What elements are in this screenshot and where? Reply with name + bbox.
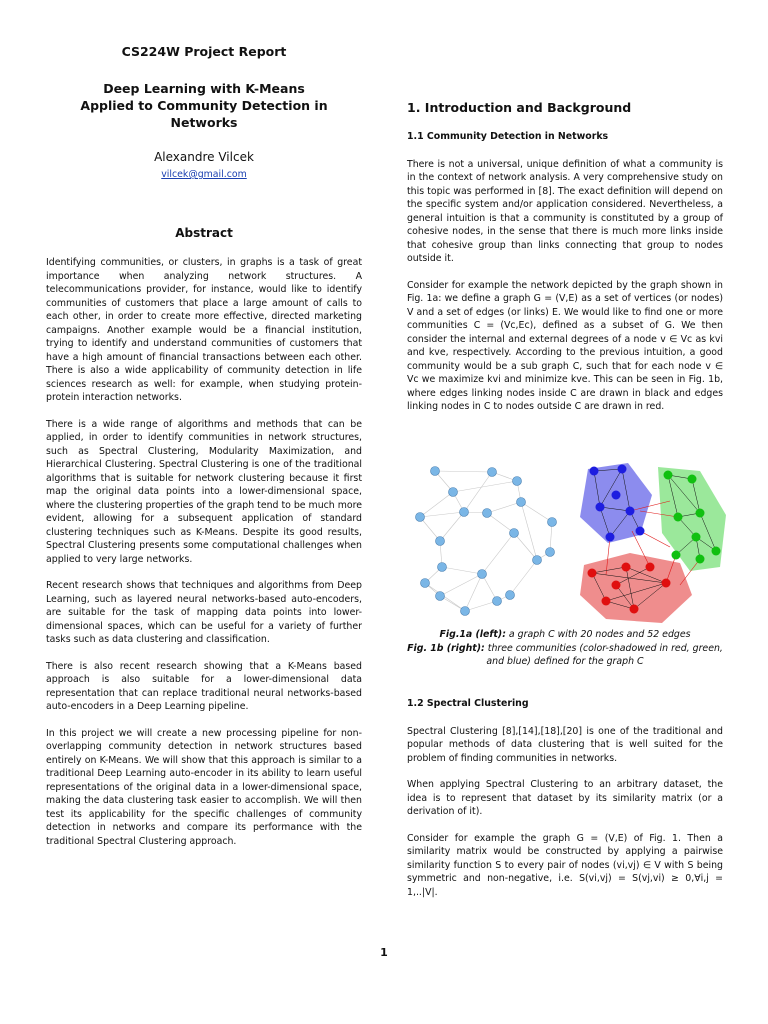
caption-a-label: Fig.1a (left): [439, 629, 506, 640]
graph-node [636, 527, 645, 536]
caption-a-text: a graph C with 20 nodes and 52 edges [505, 629, 691, 640]
graph-node [646, 563, 655, 572]
abstract-paragraph: There is also recent research showing that a K-Means based approach is also suitable for a lower-dimensional data representation that can replace traditional neural networks-based auto-encoders in a Deep Learning pipeline. [46, 660, 362, 712]
graph-node [416, 513, 425, 522]
section1-body-top [407, 130, 723, 414]
report-title: CS224W Project Report [121, 44, 287, 59]
graph-node [431, 467, 440, 476]
abstract-paragraph: In this project we will create a new processing pipeline for non-overlapping community detection in network structures based entirely on K-Means. We will show that this approach is similar to a traditional Deep Learning auto-encoder in its ability to learn useful representations of the original data in a lower-dimensional space, making the data clustering task easier to accomplish. We will then test its applicability for the specific challenges of community detection in networks and compare its performance with the traditional Spectral Clustering approach. [46, 727, 362, 847]
subsection-heading: 1.2 Spectral Clustering [407, 698, 529, 709]
graph-node [626, 507, 635, 516]
graph-node [421, 579, 430, 588]
author-email-link[interactable]: vilcek@gmail.com [161, 169, 247, 180]
abstract-paragraph: Identifying communities, or clusters, in graphs is a task of great importance when analyzing network structures. A telecommunications provider, for instance, would like to identify communities of customers that place a large amount of calls to each other, in order to create more effective, directed marketing campaigns. Another example would be a financial institution, trying to identify and understand communities of customers that have a high amount of financial transactions between each other. There is also a wide applicability of community detection in life sciences research as well: for example, when studying protein-protein interaction networks. [46, 257, 362, 403]
subsection-heading: 1.1 Community Detection in Networks [407, 131, 609, 142]
graph-node [588, 569, 597, 578]
section-heading: 1. Introduction and Background [407, 100, 632, 115]
graph-node [602, 597, 611, 606]
abstract-paragraph: There is a wide range of algorithms and methods that can be applied, in order to identify communities in network structures, such as Spectral Clustering, Modularity Maximization, and Hierarchical Clustering. Spectral Clustering is one of the traditional algorithms that is suitable for network clustering because it first map the original data points into a lower-dimensional space, where the clustering properties of the graph tend to be much more evident, allowing for a subsequent application of standard clustering techniques such as K-Means. Despite its good results, Spectral Clustering presents some computational challenges when applied to very large networks. [46, 418, 362, 565]
graph-node [460, 508, 469, 517]
graph-node [688, 475, 697, 484]
graph-node [622, 563, 631, 572]
figure-caption [407, 628, 723, 669]
author-name: Alexandre Vilcek [154, 150, 254, 164]
graph-node [436, 537, 445, 546]
graph-a-nodes [416, 467, 557, 616]
graph-node [612, 491, 621, 500]
graph-node [696, 509, 705, 518]
section1-body-bottom [407, 697, 723, 899]
graph-node [449, 488, 458, 497]
graph-node [506, 591, 515, 600]
graph-node [488, 468, 497, 477]
body-paragraph: Consider for example the graph G = (V,E) of Fig. 1. Then a similarity matrix would be constructed by applying a pairwise similarity function S to every pair of nodes (vi,vj) ∈ V with S being symmetric and non-negative, i.e. S(vi,vj) = S(vj,vi) ≥ 0,∀i,j = 1,..|V|. [407, 832, 723, 898]
graph-node [590, 467, 599, 476]
graph-node [478, 570, 487, 579]
graph-node [662, 579, 671, 588]
graph-node [548, 518, 557, 527]
caption-b-text: three communities (color-shadowed in red, green, and blue) defined for the graph C [484, 642, 723, 667]
abstract-body [46, 256, 362, 848]
paper-title-line1: Deep Learning with K-Means [103, 81, 305, 96]
graph-node [606, 533, 615, 542]
graph-node [517, 498, 526, 507]
graph-node [546, 548, 555, 557]
graph-node [438, 563, 447, 572]
body-paragraph: When applying Spectral Clustering to an arbitrary dataset, the idea is to represent that dataset by its similarity matrix (or a derivation of it). [407, 779, 723, 817]
caption-b-label: Fig. 1b (right): [407, 642, 485, 654]
abstract-heading: Abstract [175, 226, 233, 240]
graph-b [580, 463, 726, 623]
paper-title [46, 80, 362, 131]
graph-node [436, 592, 445, 601]
graph-node [483, 509, 492, 518]
graph-node [674, 513, 683, 522]
graph-node [513, 477, 522, 486]
graph-node [461, 607, 470, 616]
graph-node [533, 556, 542, 565]
graph-node [712, 547, 721, 556]
graph-node [692, 533, 701, 542]
body-paragraph: Spectral Clustering [8],[14],[18],[20] is one of the traditional and popular methods of data clustering that is well suited for the problem of finding communities in networks. [407, 725, 723, 764]
graph-node [664, 471, 673, 480]
graph-node [493, 597, 502, 606]
community-graph-figure [407, 455, 727, 625]
graph-node [672, 551, 681, 560]
graph-node [510, 529, 519, 538]
graph-node [696, 555, 705, 564]
graph-node [630, 605, 639, 614]
graph-node [618, 465, 627, 474]
body-paragraph: There is not a universal, unique definition of what a community is in the context of network analysis. A very comprehensive study on this topic was performed in [8]. The exact definition will depend on the specific system and/or application considered. Nevertheless, a general intuition is that a community is constituted by a group of cohesive nodes, in the sense that there is much more links inside that cohesive group than links connecting that group to nodes outside it. [407, 158, 723, 264]
page-number: 1 [380, 946, 388, 959]
abstract-paragraph: Recent research shows that techniques and algorithms from Deep Learning, such as layered neural networks-based auto-encoders, are suitable for the task of mapping data points into lower-dimensional spaces, which can be useful for a variety of further tasks such as data clustering and classification. [46, 580, 362, 645]
body-paragraph: Consider for example the network depicted by the graph shown in Fig. 1a: we define a graph G = (V,E) as a set of vertices (or nodes) V and a set of edges (or links) E. We would like to find one or more communities C = (Vc,Ec), defined as a subset of G. We then consider the internal and external degrees of a node v ∈ Vc as kvi and kve, respectively. According to the previous intuition, a good community would be a sub graph C, such that for each node v ∈ Vc we maximize kvi and minimize kve. This can be seen in Fig. 1b, where edges linking nodes inside C are drawn in black and edges linking nodes in C to nodes outside C are drawn in red. [407, 279, 723, 412]
graph-node [612, 581, 621, 590]
graph-node [596, 503, 605, 512]
paper-title-line2: Applied to Community Detection in Networks [80, 98, 328, 130]
